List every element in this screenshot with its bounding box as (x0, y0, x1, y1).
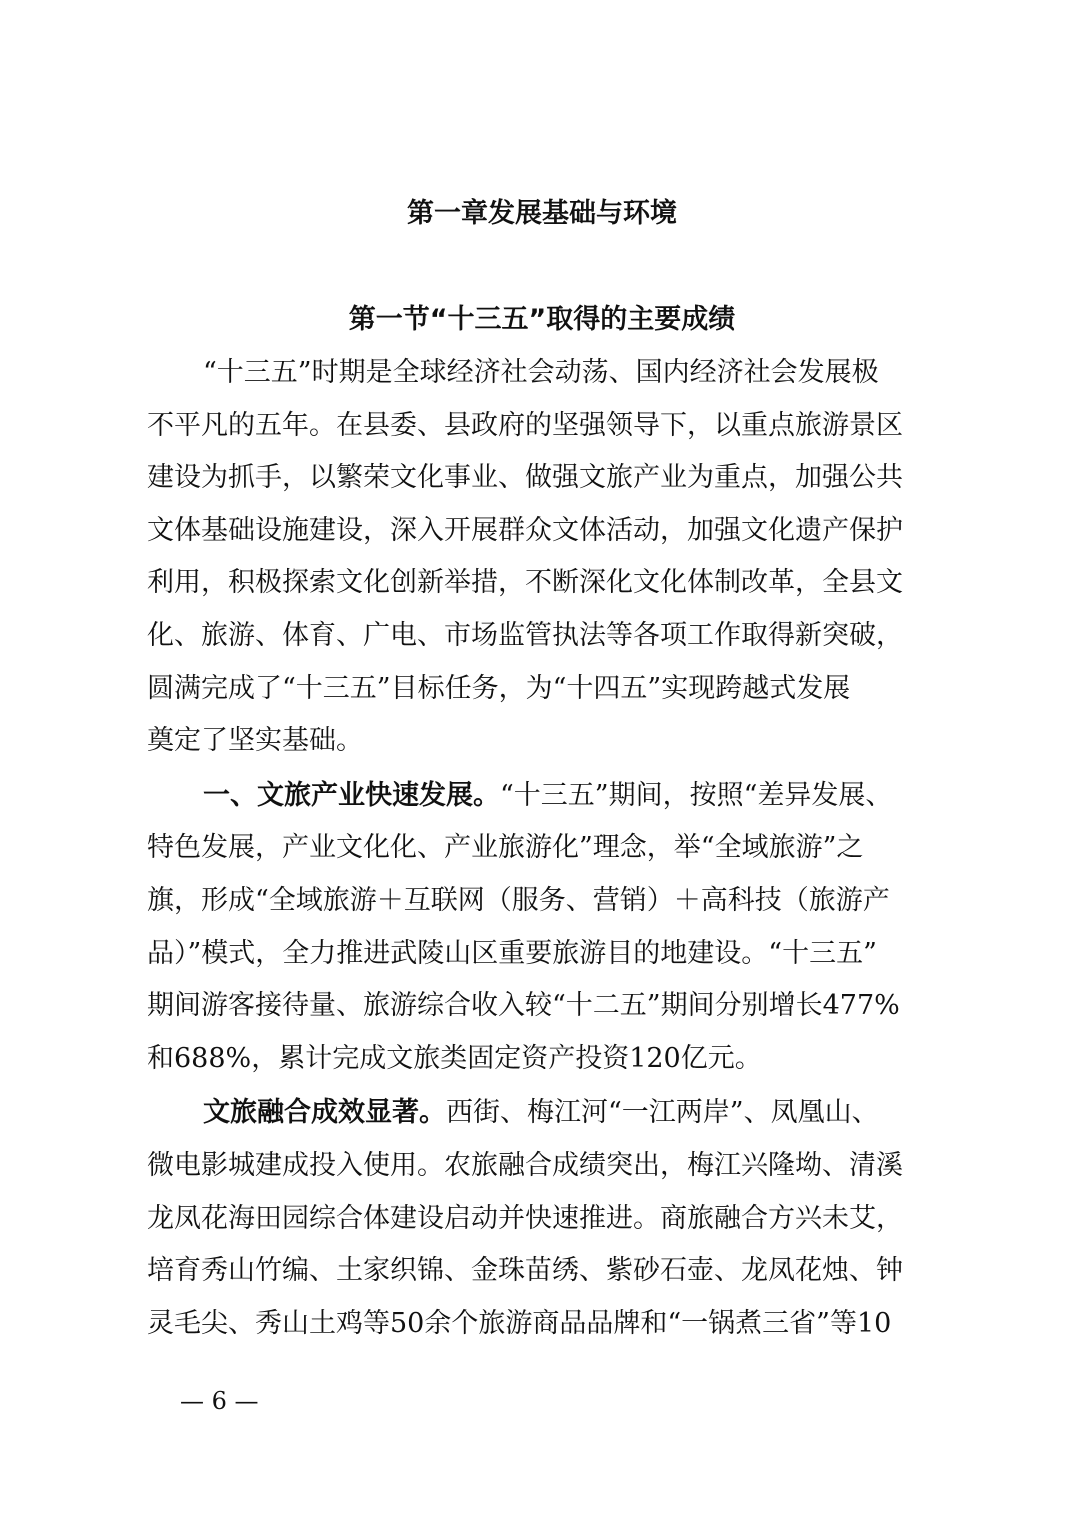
text-line: 文体基础设施建设，深入开展群众文体活动，加强文化遗产保护 (147, 514, 903, 546)
text-line: 和688%，累计完成文旅类固定资产投资120亿元。 (147, 1042, 762, 1074)
paragraph-overview (147, 347, 947, 768)
text-line: 利用，积极探索文化创新举措，不断深化文化体制改革，全县文 (147, 567, 903, 599)
text-line: 化、旅游、体育、广电、市场监管执法等各项工作取得新突破， (147, 619, 903, 651)
text-run: 西街、梅江河“一江两岸”、凤凰山、 (446, 1097, 879, 1129)
page-number: — 6 — (180, 1387, 259, 1415)
text-line (147, 1087, 947, 1140)
chapter-title: 第一章发展基础与环境 (407, 198, 677, 229)
text-line: 特色发展，产业文化化、产业旅游化”理念，举“全域旅游”之 (147, 832, 864, 864)
text-line: 建设为抓手，以繁荣文化事业、做强文旅产业为重点，加强公共 (147, 462, 903, 494)
text-line: 旗，形成“全域旅游＋互联网（服务、营销）＋高科技（旅游产 (147, 884, 890, 916)
text-line: 灵毛尖、秀山土鸡等50余个旅游商品品牌和“一锅煮三省”等10 (147, 1307, 892, 1339)
paragraph-tourism-industry (147, 770, 947, 1086)
section-title: 第一节“十三五”取得的主要成绩 (348, 304, 736, 335)
text-line: 圆满完成了“十三五”目标任务，为“十四五”实现跨越式发展 (147, 672, 851, 704)
text-line: 品）”模式，全力推进武陵山区重要旅游目的地建设。“十三五” (147, 937, 877, 969)
paragraph-heading: 一、文旅产业快速发展。 (203, 779, 500, 811)
text-line: 期间游客接待量、旅游综合收入较“十二五”期间分别增长477% (147, 990, 900, 1022)
text-line (147, 770, 947, 823)
body-text (147, 347, 947, 1350)
text-line: 培育秀山竹编、土家织锦、金珠苗绣、紫砂石壶、龙凤花烛、钟 (147, 1255, 903, 1287)
text-line: 不平凡的五年。在县委、县政府的坚强领导下，以重点旅游景区 (147, 409, 903, 441)
text-run: “十三五”期间，按照“差异发展、 (500, 779, 893, 811)
paragraph-integration (147, 1087, 947, 1350)
text-line: 微电影城建成投入使用。农旅融合成绩突出，梅江兴隆坳、清溪 (147, 1149, 903, 1181)
text-line: 龙凤花海田园综合体建设启动并快速推进。商旅融合方兴未艾， (147, 1202, 903, 1234)
paragraph-heading: 文旅融合成效显著。 (203, 1097, 446, 1129)
text-line: 奠定了坚实基础。 (147, 725, 363, 757)
text-line: “十三五”时期是全球经济社会动荡、国内经济社会发展极 (203, 357, 879, 388)
